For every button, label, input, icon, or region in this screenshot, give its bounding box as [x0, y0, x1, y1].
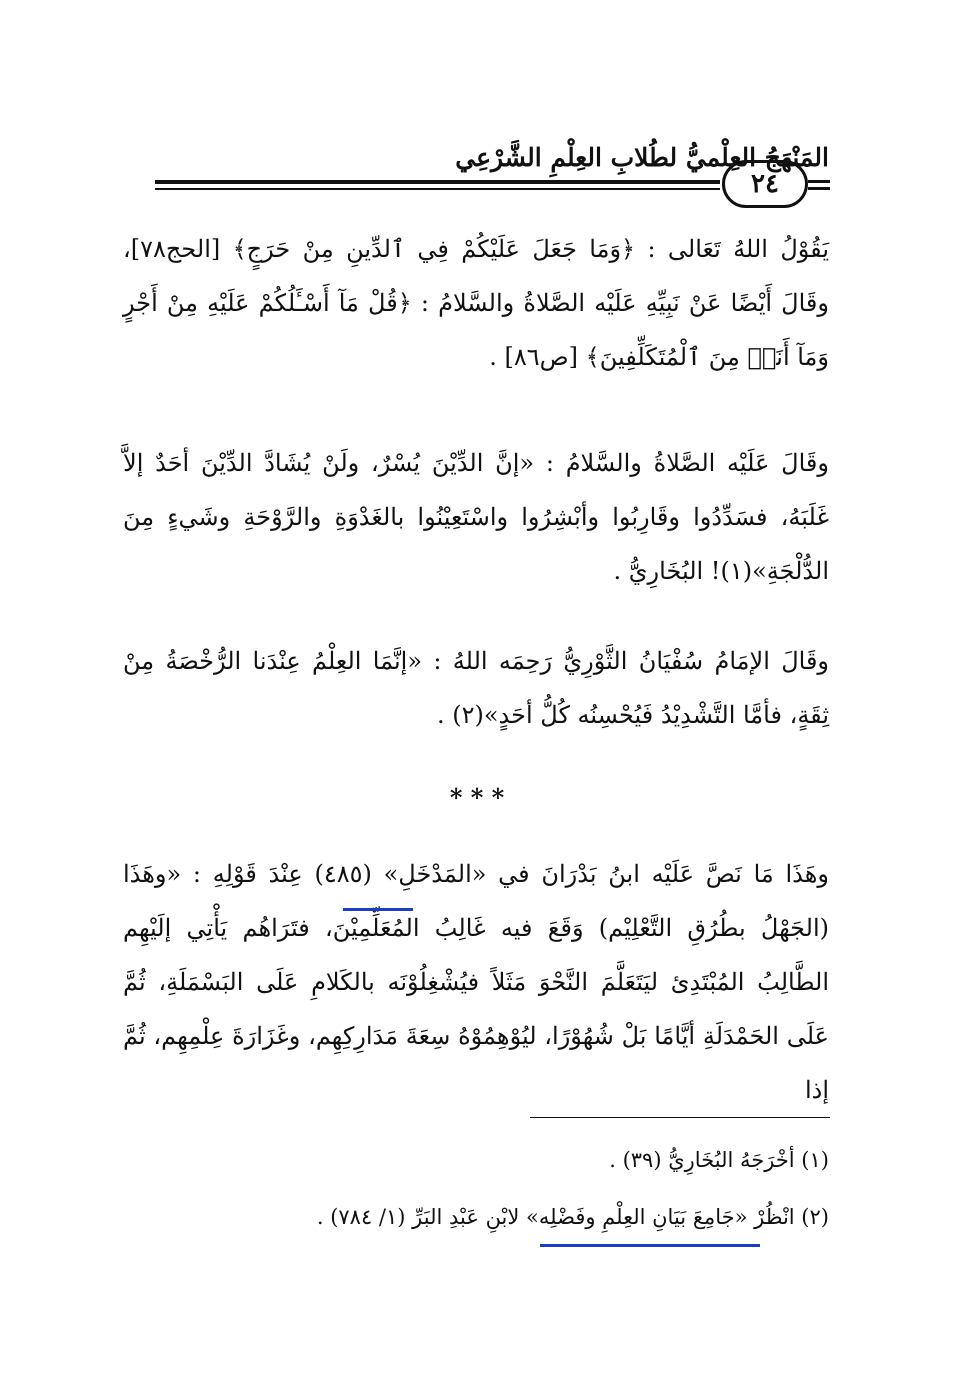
- section-separator: * * *: [449, 783, 505, 812]
- highlight-underline: [343, 908, 413, 911]
- footnote-highlight-underline: [540, 1244, 760, 1247]
- footnote-divider: [530, 1117, 830, 1118]
- page-number-badge: ٢٤: [722, 160, 808, 208]
- paragraph-ibn-badran: وهَذَا مَا نَصَّ عَلَيْه ابنُ بَدْرَانَ في «المَدْخَلِ» (٤٨٥) عِنْدَ قَوْلِهِ : «وهَذَا (الجَهْلُ بطُرُقِ التَّعْلِيْم) وَقَعَ فيه غَالِبُ المُعَلِّمِيْنَ، فتَرَاهُم يَأْتِي إلَيْهِم الطَّالِبُ المُبْتَدِئ ليَتَعَلَّمَ النَّحْوَ مَثَلاً فيُشْغِلُوْنَه بالكَلامِ عَلَى البَسْمَلَةِ، ثُمَّ عَلَى الحَمْدَلَةِ أيَّامًا بَلْ شُهُوْرًا، ليُوْهِمُوْهُ سِعَةَ مَدَارِكِهِم، وغَزَارَةَ عِلْمِهِم، ثُمَّ إذا: [123, 860, 830, 1104]
- header-rule-thin: [155, 188, 720, 190]
- footnote-2: (٢) انْظُرْ «جَامِعَ بَيَانِ العِلْمِ وفَضْلِه» لابْنِ عَبْدِ البَرِّ (١/ ٧٨٤) .: [316, 1205, 829, 1229]
- paragraph-quran-verses: يَقُوْلُ اللهُ تَعَالى : ﴿وَمَا جَعَلَ عَلَيْكُمْ فِي ٱلدِّينِ مِنْ حَرَجٍ﴾ [الحج٧٨]، وقَالَ أَيْضًا عَنْ نَبِيِّهِ عَلَيْه الصَّلاةُ والسَّلامُ : ﴿قُلْ مَآ أَسْـَٔلُكُمْ عَلَيْهِ مِنْ أَجْرٍ وَمَآ أَنَا۠ مِنَ ٱلْمُتَكَلِّفِينَ﴾ [ص٨٦] .: [123, 235, 829, 371]
- header-rule-right-thin: [808, 187, 830, 190]
- header-rule: [155, 180, 720, 184]
- paragraph-hadith: وقَالَ عَلَيْه الصَّلاةُ والسَّلامُ : «إنَّ الدِّيْنَ يُسْرٌ، ولَنْ يُشَادَّ الدِّيْنَ أحَدٌ إلاَّ غَلَبَهُ، فسَدِّدُوا وقَارِبُوا وأبْشِرُوا واسْتَعِيْنُوا بالغَدْوَةِ والرَّوْحَةِ وشَيءٍ مِنَ الدُّلْجَةِ»(١)! البُخَارِيُّ .: [123, 449, 829, 585]
- header-rule-right: [808, 180, 830, 183]
- running-header-title: المَنْهَجُ العِلْميُّ لطُلابِ العِلْمِ الشَّرْعِي: [455, 143, 829, 172]
- paragraph-sufyan-quote: وقَالَ الإمَامُ سُفْيَانُ الثَّوْرِيُّ رَحِمَه اللهُ : «إنَّمَا العِلْمُ عِنْدَنا الرُّخْصَةُ مِنْ ثِقَةٍ، فأمَّا التَّشْدِيْدُ فَيُحْسِنُه كُلُّ أحَدٍ»(٢) .: [123, 647, 829, 729]
- footnote-1: (١) أخْرَجَهُ البُخَارِيُّ (٣٩) .: [609, 1148, 829, 1172]
